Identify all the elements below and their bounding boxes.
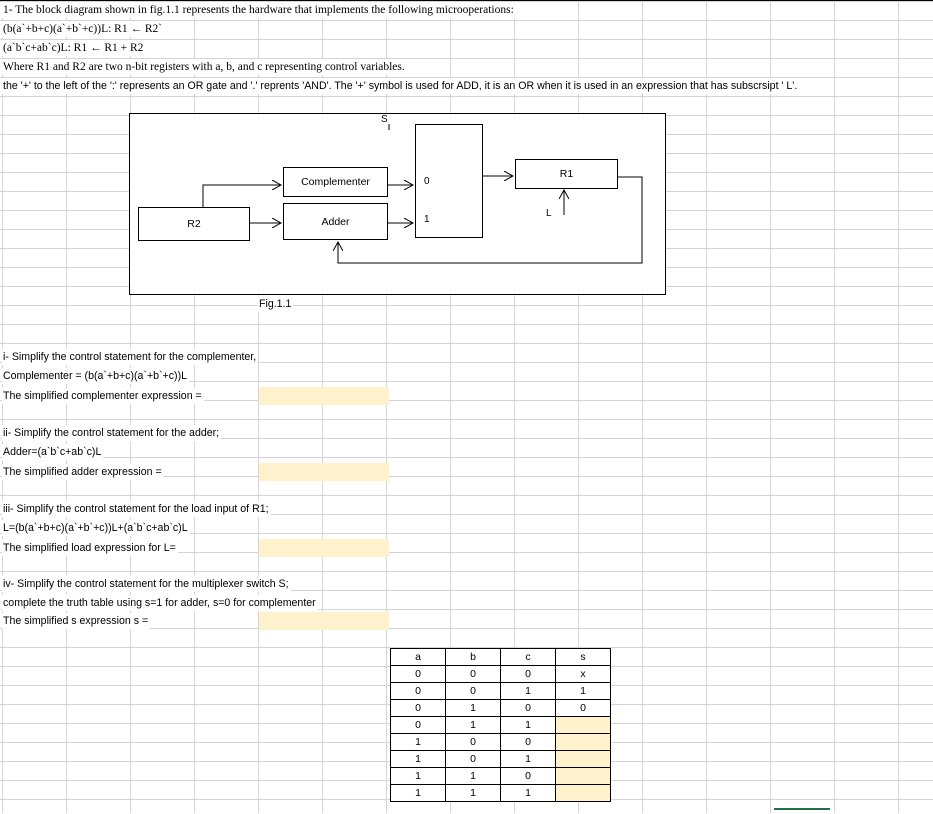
- header-b: b: [446, 649, 501, 666]
- cell-c[interactable]: 1: [501, 785, 556, 802]
- cell-s[interactable]: 0: [556, 700, 611, 717]
- header-c: c: [501, 649, 556, 666]
- mux-select-label: S: [381, 114, 388, 125]
- register-r2-box: R2: [138, 207, 250, 241]
- cell-a[interactable]: 0: [391, 683, 446, 700]
- truth-table-header-row: [391, 649, 611, 666]
- table-row: [391, 717, 611, 734]
- block-diagram: [129, 113, 666, 295]
- cell-c[interactable]: 0: [501, 768, 556, 785]
- cell-b[interactable]: 1: [446, 768, 501, 785]
- part-iv-instruction: complete the truth table using s=1 for adder, s=0 for complementer: [3, 597, 316, 609]
- part-iv-title: iv- Simplify the control statement for the multiplexer switch S;: [3, 578, 289, 590]
- table-row: [391, 700, 611, 717]
- selected-cell-indicator: [774, 808, 830, 814]
- table-row: [391, 785, 611, 802]
- load-answer-cell[interactable]: [259, 539, 389, 557]
- mux-input-0-label: 0: [424, 176, 430, 187]
- part-iii-title: iii- Simplify the control statement for the load input of R1;: [3, 503, 269, 515]
- cell-c[interactable]: 0: [501, 666, 556, 683]
- cell-a[interactable]: 1: [391, 785, 446, 802]
- cell-b[interactable]: 0: [446, 683, 501, 700]
- cell-b[interactable]: 1: [446, 717, 501, 734]
- part-i-answer-label: The simplified complementer expression =: [3, 390, 202, 402]
- cell-b[interactable]: 0: [446, 666, 501, 683]
- part-iv-answer-label: The simplified s expression s =: [3, 615, 149, 627]
- cell-s[interactable]: x: [556, 666, 611, 683]
- question-line-4: Where R1 and R2 are two n-bit registers with a, b, and c representing control variables.: [3, 61, 405, 73]
- cell-c[interactable]: 0: [501, 734, 556, 751]
- cell-b[interactable]: 0: [446, 734, 501, 751]
- complementer-box: Complementer: [283, 167, 388, 197]
- table-row: [391, 768, 611, 785]
- cell-s-input[interactable]: [556, 785, 611, 802]
- table-row: [391, 751, 611, 768]
- cell-a[interactable]: 0: [391, 717, 446, 734]
- cell-b[interactable]: 1: [446, 785, 501, 802]
- cell-a[interactable]: 1: [391, 751, 446, 768]
- part-iii-answer-label: The simplified load expression for L=: [3, 542, 176, 554]
- cell-a[interactable]: 0: [391, 666, 446, 683]
- table-row: [391, 666, 611, 683]
- truth-table: [390, 648, 611, 802]
- top-border: [0, 0, 933, 1]
- cell-b[interactable]: 1: [446, 700, 501, 717]
- part-ii-title: ii- Simplify the control statement for the adder;: [3, 427, 220, 439]
- table-row: [391, 734, 611, 751]
- header-s: s: [556, 649, 611, 666]
- adder-answer-cell[interactable]: [259, 463, 389, 481]
- register-r1-box: R1: [515, 159, 618, 189]
- cell-b[interactable]: 0: [446, 751, 501, 768]
- cell-s-input[interactable]: [556, 717, 611, 734]
- question-line-2: (b(a`+b+c)(a`+b`+c))L: R1 ← R2`: [3, 23, 163, 35]
- part-iii-expression: L=(b(a`+b+c)(a`+b`+c))L+(a`b`c+ab`c)L: [3, 522, 188, 534]
- cell-c[interactable]: 0: [501, 700, 556, 717]
- cell-a[interactable]: 0: [391, 700, 446, 717]
- question-line-3: (a`b`c+ab`c)L: R1 ← R1 + R2: [3, 42, 144, 54]
- part-ii-expression: Adder=(a`b`c+ab`c)L: [3, 446, 102, 458]
- mux-input-1-label: 1: [424, 214, 430, 225]
- figure-caption: Fig.1.1: [259, 298, 292, 310]
- cell-a[interactable]: 1: [391, 768, 446, 785]
- cell-a[interactable]: 1: [391, 734, 446, 751]
- question-line-5: the '+' to the left of the ':' represents an OR gate and '.' reprents 'AND'. The '+' symbol is used for ADD, it is an OR when it is used in an expression that has subscrsipt ' L'.: [3, 80, 798, 92]
- part-i-expression: Complementer = (b(a`+b+c)(a`+b`+c))L: [3, 370, 187, 382]
- cell-s[interactable]: 1: [556, 683, 611, 700]
- header-a: a: [391, 649, 446, 666]
- table-row: [391, 683, 611, 700]
- cell-c[interactable]: 1: [501, 683, 556, 700]
- cell-s-input[interactable]: [556, 768, 611, 785]
- cell-c[interactable]: 1: [501, 717, 556, 734]
- part-i-title: i- Simplify the control statement for the complementer,: [3, 351, 257, 363]
- part-ii-answer-label: The simplified adder expression =: [3, 466, 162, 478]
- question-line-1: 1- The block diagram shown in fig.1.1 represents the hardware that implements the following microoperations:: [3, 4, 514, 16]
- cell-s-input[interactable]: [556, 751, 611, 768]
- complementer-answer-cell[interactable]: [259, 387, 389, 405]
- cell-s-input[interactable]: [556, 734, 611, 751]
- s-answer-cell[interactable]: [259, 612, 389, 630]
- cell-c[interactable]: 1: [501, 751, 556, 768]
- load-label: L: [546, 208, 552, 219]
- adder-box: Adder: [283, 203, 388, 240]
